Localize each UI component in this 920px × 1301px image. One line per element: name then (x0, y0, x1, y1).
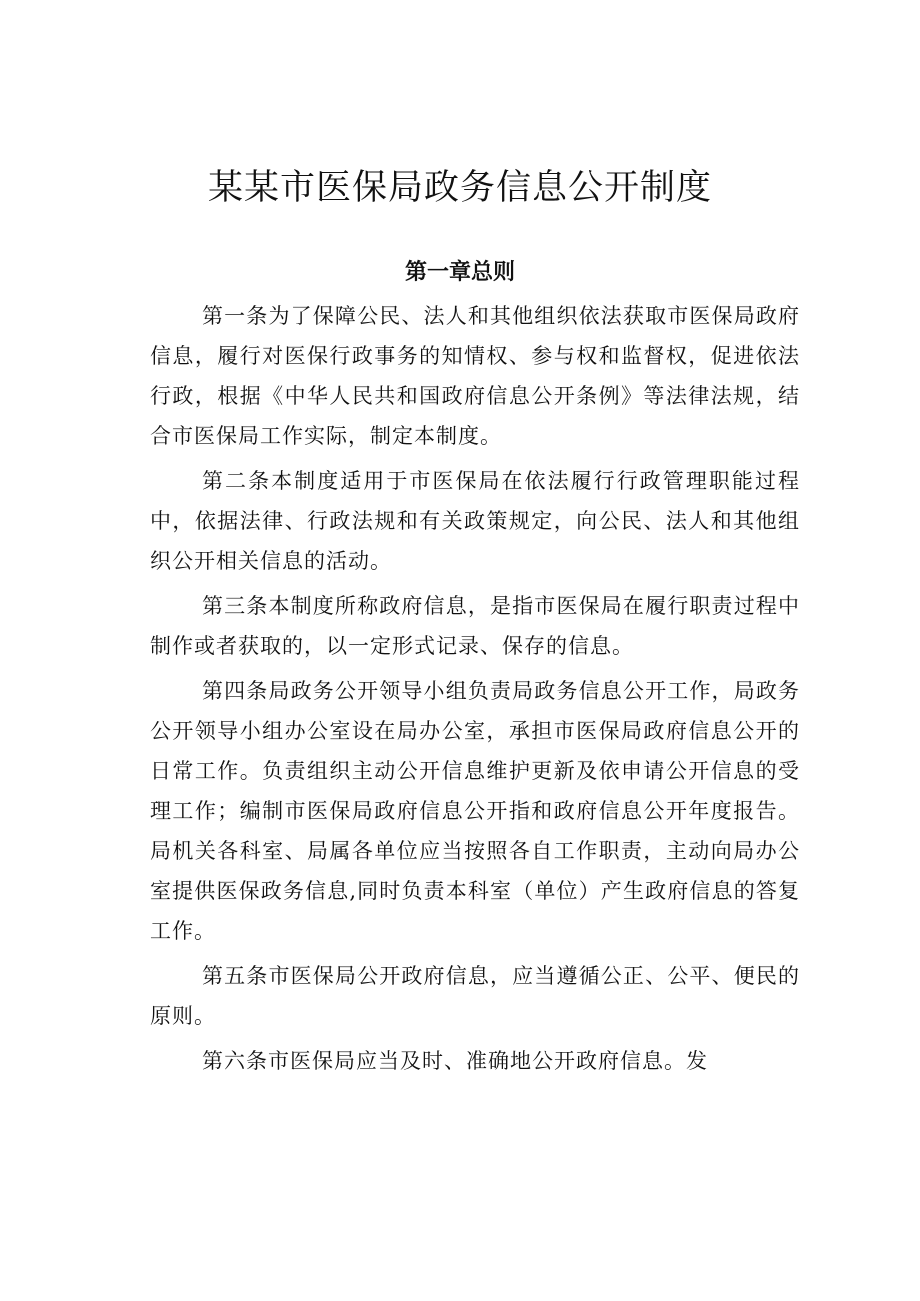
document-title: 某某市医保局政务信息公开制度 (207, 168, 712, 208)
article-4: 第四条局政务公开领导小组负责局政务信息公开工作，局政务公开领导小组办公室设在局办公室，承担市医保局政府信息公开的日常工作。负责组织主动公开信息维护更新及依申请公开信息的受理工作；编制市医保局政府信息公开指和政府信息公开年度报告。局机关各科室、局属各单位应当按照各自工作职责，主动向局办公室提供医保政务信息,同时负责本科室（单位）产生政府信息的答复工作。 (150, 679, 800, 943)
document-body (150, 296, 800, 1086)
article-3: 第三条本制度所称政府信息，是指市医保局在履行职责过程中制作或者获取的，以一定形式记录、保存的信息。 (150, 594, 800, 658)
article-2: 第二条本制度适用于市医保局在依法履行行政管理职能过程中，依据法律、行政法规和有关政策规定，向公民、法人和其他组织公开相关信息的活动。 (150, 469, 800, 573)
chapter-heading: 第一章总则 (404, 260, 515, 285)
article-1: 第一条为了保障公民、法人和其他组织依法获取市医保局政府信息，履行对医保行政事务的知情权、参与权和监督权，促进依法行政，根据《中华人民共和国政府信息公开条例》等法律法规，结合市医保局工作实际，制定本制度。 (150, 304, 800, 448)
article-6: 第六条市医保局应当及时、准确地公开政府信息。发 (202, 1049, 708, 1073)
article-5: 第五条市医保局公开政府信息，应当遵循公正、公平、便民的原则。 (150, 964, 800, 1028)
